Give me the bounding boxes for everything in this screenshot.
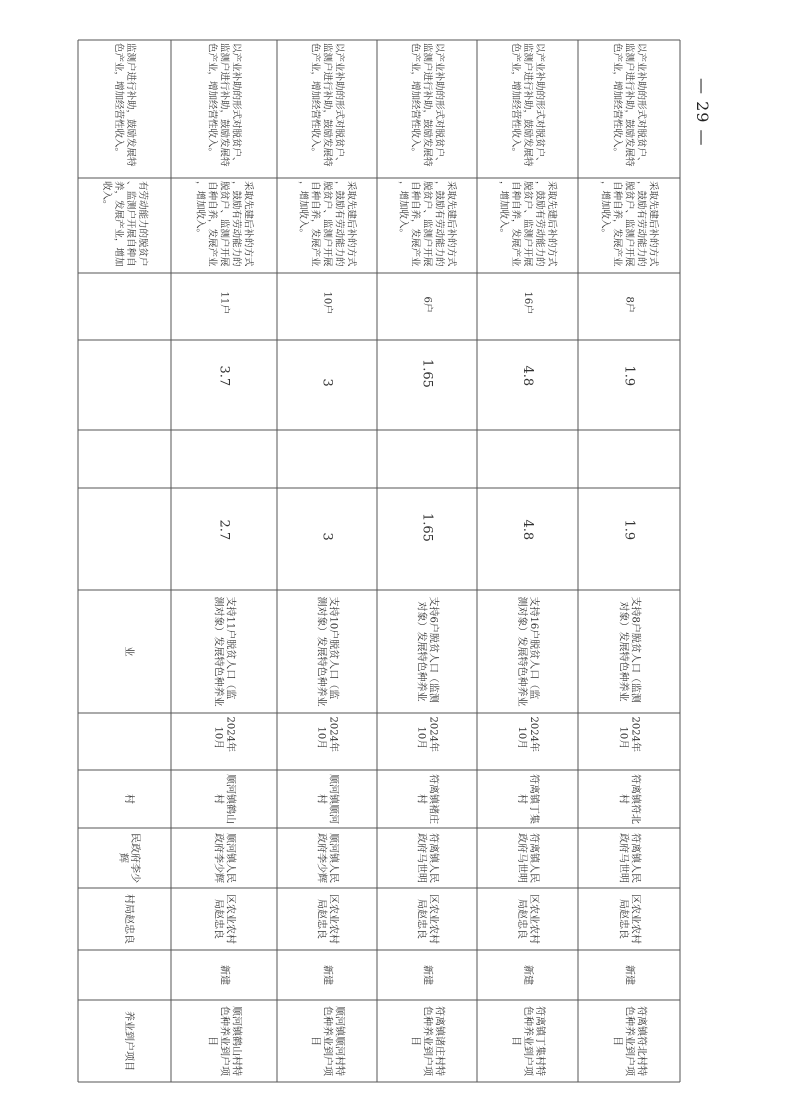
benefit-mechanism-line: 自种自养，发展产业 <box>611 181 623 267</box>
construction-content <box>213 597 238 707</box>
benefit-target-line: 色产业，增加经营性收入。 <box>611 43 623 158</box>
completion-time-line: 10月 <box>212 726 224 750</box>
benefit-mechanism-line: ，增加收入。 <box>599 181 611 239</box>
village-line: 符离镇符北 <box>629 774 641 824</box>
construction-type <box>522 965 535 985</box>
village-line: 村 <box>516 794 527 804</box>
project-name-line: 目 <box>309 1036 321 1046</box>
benefit-mechanism <box>398 181 458 267</box>
responsible-person-line: 政府马世明 <box>516 833 527 883</box>
construction-content-line: 支持6户脱贫人口（监测 <box>427 596 439 703</box>
project-name <box>612 1006 649 1077</box>
benefit-mechanism-line: ，增加收入。 <box>194 181 206 239</box>
village <box>316 774 341 824</box>
completion-time <box>618 717 643 752</box>
header-content <box>123 647 136 657</box>
header-person-line: 辉 <box>117 853 128 863</box>
table-cells <box>101 43 660 1077</box>
header-mechanism <box>101 181 149 267</box>
project-name-line: 色种养业到户项 <box>421 1006 433 1076</box>
completion-time-line: 2024年 <box>327 716 339 752</box>
village-line: 符离镇褚庄 <box>427 774 439 824</box>
project-name-line: 顺河镇鹤山村特 <box>230 1006 242 1076</box>
construction-content-line: 测对象）发展特色种养业 <box>516 596 527 707</box>
benefit-target-line: 以产业补助的形式对脱贫户、 <box>230 43 242 167</box>
responsible-person-line: 符离镇人民 <box>528 833 539 883</box>
village-line: 顺河镇顺河 <box>327 774 339 824</box>
households <box>219 292 232 315</box>
total-investment <box>420 513 435 542</box>
header-mechanism-line: 养，发展产业，增加 <box>113 181 124 267</box>
header-project-name-line: 养业到户项目 <box>123 1011 134 1071</box>
households <box>322 292 335 315</box>
village <box>618 774 643 824</box>
fund-amount <box>420 359 435 388</box>
responsible-unit <box>416 894 441 944</box>
responsible-person-line: 政府李少辉 <box>315 833 327 883</box>
benefit-target-line: 监测户进行补助，鼓励发展特 <box>522 43 533 167</box>
village-line: 顺河镇鹤山 <box>224 774 236 824</box>
benefit-target-line: 监测户进行补助，鼓励发展特 <box>321 43 333 167</box>
fund-amount <box>622 366 637 387</box>
completion-time <box>416 717 441 752</box>
construction-content-line: 支持16户脱贫人口（监 <box>528 596 539 700</box>
benefit-mechanism <box>498 181 558 267</box>
completion-time-line: 2024年 <box>427 716 439 752</box>
construction-type <box>219 965 232 985</box>
responsible-unit-line: 区农业农村 <box>327 894 339 944</box>
header-benefit-line: 监测户进行补助，鼓励发展特 <box>125 43 136 167</box>
construction-content <box>416 597 441 703</box>
benefit-mechanism-line: ，鼓励有劳动能力的 <box>230 181 242 267</box>
households-line: 11户 <box>218 291 230 315</box>
benefit-target-line: 以产业补助的形式对脱贫户、 <box>534 43 545 167</box>
construction-content-line: 支持10户脱贫人口（监 <box>327 596 339 700</box>
construction-type-line: 新建 <box>421 965 433 985</box>
project-name-line: 目 <box>611 1036 623 1046</box>
benefit-target <box>612 43 648 167</box>
construction-content-line: 支持11户脱贫人口（监 <box>224 596 236 700</box>
project-name-line: 色种养业到户项 <box>218 1006 230 1076</box>
households-line: 16户 <box>522 291 533 315</box>
benefit-mechanism-line: 采取先建后补的方式 <box>647 181 659 267</box>
benefit-target-line: 监测户进行补助，鼓励发展特 <box>218 43 230 167</box>
benefit-target-line: 色产业，增加经营性收入。 <box>510 43 521 158</box>
header-person-line: 民政府李少 <box>129 833 140 883</box>
header-person <box>117 833 142 883</box>
benefit-target-line: 以产业补助的形式对脱贫户、 <box>635 43 647 167</box>
construction-type-line: 新建 <box>522 965 533 985</box>
benefit-mechanism-line: ，鼓励有劳动能力的 <box>333 181 345 267</box>
responsible-person <box>213 833 238 883</box>
benefit-target <box>410 43 446 167</box>
project-name-line: 色种养业到户项 <box>321 1006 333 1076</box>
construction-content <box>618 597 643 703</box>
construction-type-line: 新建 <box>321 965 333 985</box>
completion-time-line: 2024年 <box>528 716 539 752</box>
benefit-target-line: 色产业，增加经营性收入。 <box>206 43 218 158</box>
households-line: 8户 <box>623 296 635 313</box>
benefit-target-line: 色产业，增加经营性收入。 <box>309 43 321 158</box>
total-investment <box>320 533 335 541</box>
benefit-mechanism-line: 脱贫户、监测户开展 <box>421 181 433 267</box>
benefit-mechanism-line: ，增加收入。 <box>297 181 309 239</box>
benefit-mechanism-line: ，鼓励有劳动能力的 <box>534 181 545 267</box>
benefit-mechanism-line: 采取先建后补的方式 <box>242 181 254 267</box>
fund-amount-line: 3.7 <box>216 365 232 387</box>
header-content-line: 业 <box>123 646 134 657</box>
households <box>624 297 637 313</box>
total-investment <box>217 520 232 541</box>
benefit-mechanism-line: 脱贫户、监测户开展 <box>522 181 533 267</box>
benefit-mechanism-line: ，增加收入。 <box>397 181 409 239</box>
total-investment-line: 2.7 <box>216 519 232 541</box>
total-investment-line: 4.8 <box>520 519 535 541</box>
benefit-target <box>207 43 243 167</box>
responsible-unit-line: 局赵忠良 <box>617 899 629 939</box>
completion-time-line: 2024年 <box>629 716 641 752</box>
responsible-person-line: 顺河镇人民 <box>224 833 236 883</box>
project-name-line: 目 <box>409 1036 421 1046</box>
completion-time-line: 10月 <box>617 726 629 750</box>
construction-type <box>422 965 435 985</box>
header-mechanism-line: 、监测户开展自种自 <box>125 181 136 267</box>
responsible-person <box>516 833 541 883</box>
construction-content <box>516 597 541 707</box>
responsible-person-line: 顺河镇人民 <box>327 833 339 883</box>
header-unit-line: 村局赵忠良 <box>123 894 134 944</box>
benefit-mechanism-line: ，鼓励有劳动能力的 <box>433 181 445 267</box>
fund-amount <box>320 379 335 387</box>
project-name <box>310 1006 347 1077</box>
benefit-mechanism <box>298 181 358 267</box>
construction-content-line: 测对象）发展特色种养业 <box>315 596 327 707</box>
construction-content-line: 支持8户脱贫人口（监测 <box>629 596 641 703</box>
benefit-target <box>310 43 346 167</box>
benefit-target-line: 色产业，增加经营性收入。 <box>409 43 421 158</box>
completion-time <box>516 717 541 752</box>
project-name <box>410 1006 447 1077</box>
responsible-person-line: 符离镇人民 <box>427 833 439 883</box>
construction-type-line: 新建 <box>623 965 635 985</box>
village-line: 村 <box>617 794 629 804</box>
village-line: 村 <box>212 794 224 804</box>
responsible-unit <box>213 894 238 944</box>
responsible-person-line: 政府马世明 <box>617 833 629 883</box>
header-mechanism-line: 收入。 <box>101 181 112 210</box>
construction-content-line: 对象）发展特色种养业 <box>415 601 427 702</box>
fund-amount <box>520 366 535 387</box>
project-name-line: 目 <box>206 1036 218 1046</box>
completion-time-line: 2024年 <box>224 716 236 752</box>
responsible-person-line: 政府李少辉 <box>212 833 224 883</box>
project-name <box>510 1006 547 1077</box>
benefit-mechanism-line: 自种自养，发展产业 <box>309 181 321 267</box>
project-name-line: 符离镇诸庄村特 <box>433 1006 445 1076</box>
total-investment-line: 1.65 <box>419 513 435 542</box>
header-benefit-line: 色产业，增加经营性收入。 <box>113 43 124 158</box>
households <box>522 292 535 315</box>
project-name-line: 目 <box>510 1036 521 1046</box>
benefit-mechanism-line: 自种自养，发展产业 <box>510 181 521 267</box>
village-line: 符离镇丁集 <box>528 774 539 824</box>
total-investment <box>622 520 637 541</box>
responsible-unit <box>618 894 643 944</box>
responsible-person-line: 符离镇人民 <box>629 833 641 883</box>
responsible-unit <box>316 894 341 944</box>
project-name <box>207 1006 244 1077</box>
benefit-mechanism-line: 脱贫户、监测户开展 <box>218 181 230 267</box>
village-line: 村 <box>315 794 327 804</box>
fund-amount-line: 1.65 <box>419 359 435 388</box>
project-name-line: 色种养业到户项 <box>522 1006 533 1076</box>
header-mechanism-line: 有劳动能力的脱贫户 <box>137 181 148 267</box>
page-number-text: — 29 — <box>693 78 712 147</box>
responsible-unit-line: 区农业农村 <box>528 894 539 944</box>
responsible-person-line: 政府马世明 <box>415 833 427 883</box>
benefit-mechanism-line: 自种自养，发展产业 <box>409 181 421 267</box>
header-unit <box>123 894 136 944</box>
completion-time-line: 10月 <box>315 726 327 750</box>
benefit-target-line: 监测户进行补助，鼓励发展特 <box>623 43 635 167</box>
benefit-mechanism-line: 采取先建后补的方式 <box>345 181 357 267</box>
fund-amount-line: 4.8 <box>520 365 535 387</box>
table-grid <box>78 40 680 1082</box>
responsible-person <box>618 833 643 883</box>
responsible-unit <box>516 894 541 944</box>
completion-time <box>213 717 238 752</box>
benefit-mechanism <box>600 181 660 267</box>
households <box>422 297 435 313</box>
village <box>516 774 541 824</box>
fund-amount-line: 3 <box>319 378 335 387</box>
village <box>213 774 238 824</box>
project-name-line: 符离镇丁集村特 <box>534 1006 545 1076</box>
village-line: 村 <box>415 794 427 804</box>
village <box>416 774 441 824</box>
fund-amount <box>217 366 232 387</box>
completion-time-line: 10月 <box>516 726 527 750</box>
benefit-target-line: 监测户进行补助，鼓励发展特 <box>421 43 433 167</box>
responsible-unit-line: 局赵忠良 <box>516 899 527 939</box>
responsible-unit-line: 区农业农村 <box>629 894 641 944</box>
header-village-line: 村 <box>123 794 134 804</box>
total-investment-line: 1.9 <box>621 519 637 541</box>
households-line: 10户 <box>321 291 333 315</box>
project-name-line: 顺河镇顺河村特 <box>333 1006 345 1076</box>
benefit-mechanism-line: ，鼓励有劳动能力的 <box>635 181 647 267</box>
header-project-name <box>123 1011 136 1071</box>
total-investment-line: 3 <box>319 532 335 541</box>
completion-time-line: 10月 <box>415 726 427 750</box>
header-benefit <box>113 43 137 167</box>
responsible-unit-line: 局赵忠良 <box>212 899 224 939</box>
responsible-person <box>316 833 341 883</box>
benefit-mechanism-line: 采取先建后补的方式 <box>445 181 457 267</box>
responsible-unit-line: 局赵忠良 <box>415 899 427 939</box>
total-investment <box>520 520 535 541</box>
construction-content-line: 测对象）发展特色种养业 <box>212 596 224 707</box>
header-village <box>123 794 136 804</box>
households-line: 6户 <box>421 296 433 313</box>
construction-type <box>322 965 335 985</box>
construction-type <box>624 965 637 985</box>
fund-amount-line: 1.9 <box>621 365 637 387</box>
benefit-mechanism-line: 采取先建后补的方式 <box>546 181 557 267</box>
responsible-person <box>416 833 441 883</box>
benefit-mechanism-line: 脱贫户、监测户开展 <box>321 181 333 267</box>
project-name-line: 符离镇符北村特 <box>635 1006 647 1076</box>
benefit-mechanism-line: 脱贫户、监测户开展 <box>623 181 635 267</box>
construction-type-line: 新建 <box>218 965 230 985</box>
project-name-line: 色种养业到户项 <box>623 1006 635 1076</box>
benefit-mechanism <box>195 181 255 267</box>
completion-time <box>316 717 341 752</box>
benefit-target-line: 以产业补助的形式对脱贫户、 <box>433 43 445 167</box>
benefit-target <box>510 43 546 167</box>
responsible-unit-line: 局赵忠良 <box>315 899 327 939</box>
benefit-mechanism-line: 自种自养，发展产业 <box>206 181 218 267</box>
benefit-mechanism-line: ，增加收入。 <box>498 181 509 239</box>
responsible-unit-line: 区农业农村 <box>224 894 236 944</box>
construction-content <box>316 597 341 707</box>
benefit-target-line: 以产业补助的形式对脱贫户、 <box>333 43 345 167</box>
responsible-unit-line: 区农业农村 <box>427 894 439 944</box>
construction-content-line: 对象）发展特色种养业 <box>617 601 629 702</box>
